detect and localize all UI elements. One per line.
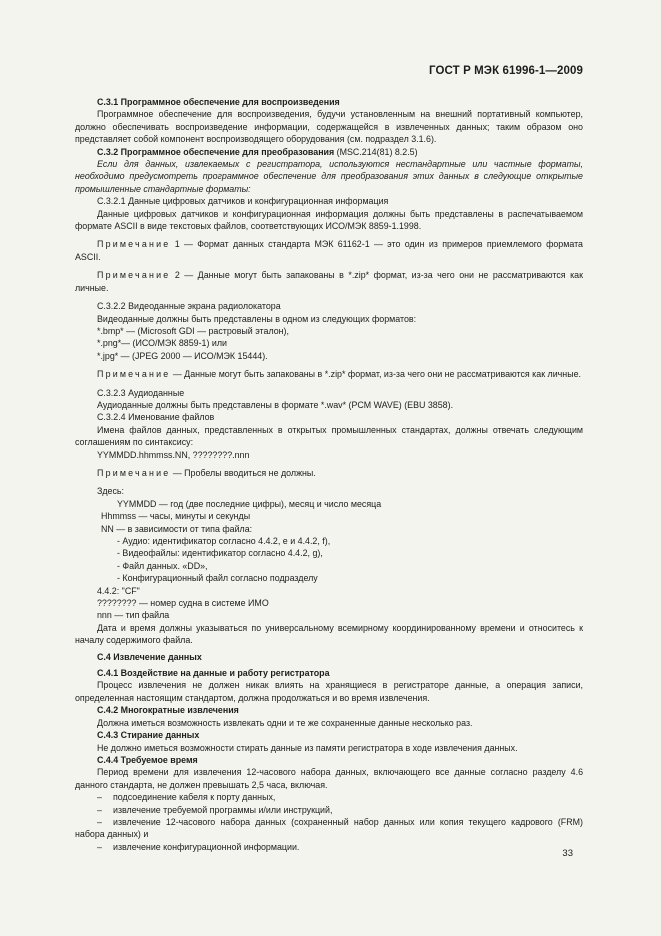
heading-c43: С.4.3 Стирание данных bbox=[97, 730, 200, 741]
paragraph-c41: Процесс извлечения не должен никак влиять на хранящиеся в регистраторе данные, а операция записи, определенная настоящим стандартом, должна продолжаться и во время извлечения. bbox=[75, 680, 583, 703]
cf-line: 4.4.2: "CF" bbox=[97, 585, 140, 596]
list-item-text: извлечение конфигурационной информации. bbox=[113, 841, 300, 852]
paragraph-c43: Не должно иметься возможности стирать данные из памяти регистратора в ходе извлечения данных. bbox=[97, 742, 518, 753]
document-body bbox=[75, 96, 583, 853]
heading-c4: С.4 Извлечение данных bbox=[97, 651, 202, 662]
heading-c323: С.3.2.3 Аудиоданные bbox=[97, 387, 185, 398]
list-item: – извлечение конфигурационной информации. bbox=[97, 841, 300, 852]
paragraph-c31: Программное обеспечение для воспроизведения, будучи установленным на внешний портативный компьютер, должно обеспечивать воспроизведение информации, содержащейся в извлеченных данных; таким образом оно представляет собой компонент воспроизводящего оборудования (см. подраздел 3.1.6). bbox=[75, 109, 583, 145]
page-number: 33 bbox=[562, 848, 573, 859]
paragraph-c42: Должна иметься возможность извлекать одни и те же сохраненные данные несколько раз. bbox=[97, 717, 473, 728]
format-item: *.jpg* — (JPEG 2000 — ИСО/МЭК 15444). bbox=[97, 350, 268, 361]
heading-c32-ref: (MSC.214(81) 8.2.5) bbox=[334, 146, 418, 157]
definition-item: YYMMDD — год (две последние цифры), месяц и число месяца bbox=[117, 498, 382, 509]
note-1 bbox=[75, 238, 583, 263]
note-text: — Данные могут быть запакованы в *.zip* формат, из-за чего они не рассматриваются как личные. bbox=[170, 369, 581, 380]
paragraph-c44: Период времени для извлечения 12-часового набора данных, включающего все данные согласно разделу 4.6 данного стандарта, не должен превышать 2,5 часа, включая. bbox=[75, 767, 583, 790]
heading-c322: С.3.2.2 Видеоданные экрана радиолокатора bbox=[97, 301, 281, 312]
note-c324 bbox=[75, 467, 583, 479]
format-item: *.bmp* — (Microsoft GDI — растровый эталон), bbox=[97, 325, 289, 336]
datetime-paragraph: Дата и время должны указываться по универсальному всемирному координированному времени и относитесь к началу содержимого файла. bbox=[75, 622, 583, 646]
note-label: Примечание bbox=[97, 239, 171, 250]
heading-c32-title: С.3.2 Программное обеспечение для преобразования bbox=[97, 146, 335, 157]
paragraph-c324: Имена файлов данных, представленных в открытых промышленных стандартах, должны отвечать следующим соглашениям по синтаксису: bbox=[75, 424, 583, 448]
list-item: – подсоединение кабеля к порту данных, bbox=[97, 792, 276, 803]
paragraph-c322: Видеоданные должны быть представлены в одном из следующих форматов: bbox=[97, 313, 417, 324]
standard-header: ГОСТ Р МЭК 61996-1—2009 bbox=[429, 65, 583, 77]
type-item: - Конфигурационный файл согласно подразделу bbox=[117, 573, 318, 584]
heading-c44: С.4.4 Требуемое время bbox=[97, 754, 198, 765]
note-text: 2 — Данные могут быть запакованы в *.zip* формат, из-за чего они не рассматриваются как личные. bbox=[75, 270, 583, 293]
list-item-text: извлечение 12-часового набора данных (сохраненный набор данных или копия текущего кадрового (FRM) набора данных) и bbox=[75, 816, 583, 840]
heading-c32 bbox=[75, 146, 583, 158]
heading-c324: С.3.2.4 Именование файлов bbox=[97, 412, 215, 423]
here-label: Здесь: bbox=[97, 486, 125, 497]
heading-c42: С.4.2 Многократные извлечения bbox=[97, 705, 239, 716]
list-item: – извлечение 12-часового набора данных (сохраненный набор данных или копия текущего кадрового (FRM) набора данных) и bbox=[75, 816, 583, 840]
note-label: Примечание bbox=[97, 369, 171, 380]
syntax-line: YYMMDD.hhmmss.NN, ????????.nnn bbox=[97, 449, 250, 460]
list-item: – извлечение требуемой программы и/или инструкций, bbox=[97, 804, 333, 815]
note-text: 1 — Формат данных стандарта МЭК 61162-1 — это один из примеров приемлемого формата ASCII. bbox=[75, 239, 583, 262]
paragraph-c32: Если для данных, извлекаемых с регистратора, используются нестандартные или частные форматы, необходимо предусмотреть программное обеспечение для преобразования этих данных в следующие открытые промышленные стандартные форматы: bbox=[75, 159, 583, 194]
imo-line: ???????? — номер судна в системе ИМО bbox=[97, 598, 269, 609]
format-item: *.png*— (ИСО/МЭК 8859-1) или bbox=[97, 338, 227, 349]
definition-item: Hhmmss — часы, минуты и секунды bbox=[101, 511, 251, 522]
list-item-text: извлечение требуемой программы и/или инструкций, bbox=[113, 804, 333, 815]
note-label: Примечание bbox=[97, 467, 171, 478]
type-item: - Файл данных. «DD», bbox=[117, 560, 208, 571]
heading-c321: С.3.2.1 Данные цифровых датчиков и конфигурационная информация bbox=[97, 196, 389, 207]
type-item: - Видеофайлы: идентификатор согласно 4.4.2, g), bbox=[117, 548, 323, 559]
definition-item: NN — в зависимости от типа файла: bbox=[101, 523, 253, 534]
heading-c31: С.3.1 Программное обеспечение для воспроизведения bbox=[97, 97, 340, 107]
paragraph-c321: Данные цифровых датчиков и конфигурационная информация должны быть представлены в распечатываемом формате ASCII в виде текстовых файлов, соответствующих ИСО/МЭК 8859-1.1998. bbox=[75, 208, 583, 232]
type-item: - Аудио: идентификатор согласно 4.4.2, е и 4.4.2, f), bbox=[117, 536, 331, 546]
list-item-text: подсоединение кабеля к порту данных, bbox=[113, 792, 276, 803]
note-2 bbox=[75, 269, 583, 294]
note-text: — Пробелы вводиться не должны. bbox=[170, 467, 316, 478]
nnn-line: nnn — тип файла bbox=[97, 610, 170, 621]
note-label: Примечание bbox=[97, 270, 171, 281]
note-c322 bbox=[75, 368, 583, 380]
paragraph-c323: Аудиоданные должны быть представлены в формате *.wav* (PCM WAVE) (EBU 3858). bbox=[97, 399, 454, 410]
heading-c41: С.4.1 Воздействие на данные и работу регистратора bbox=[97, 668, 330, 679]
